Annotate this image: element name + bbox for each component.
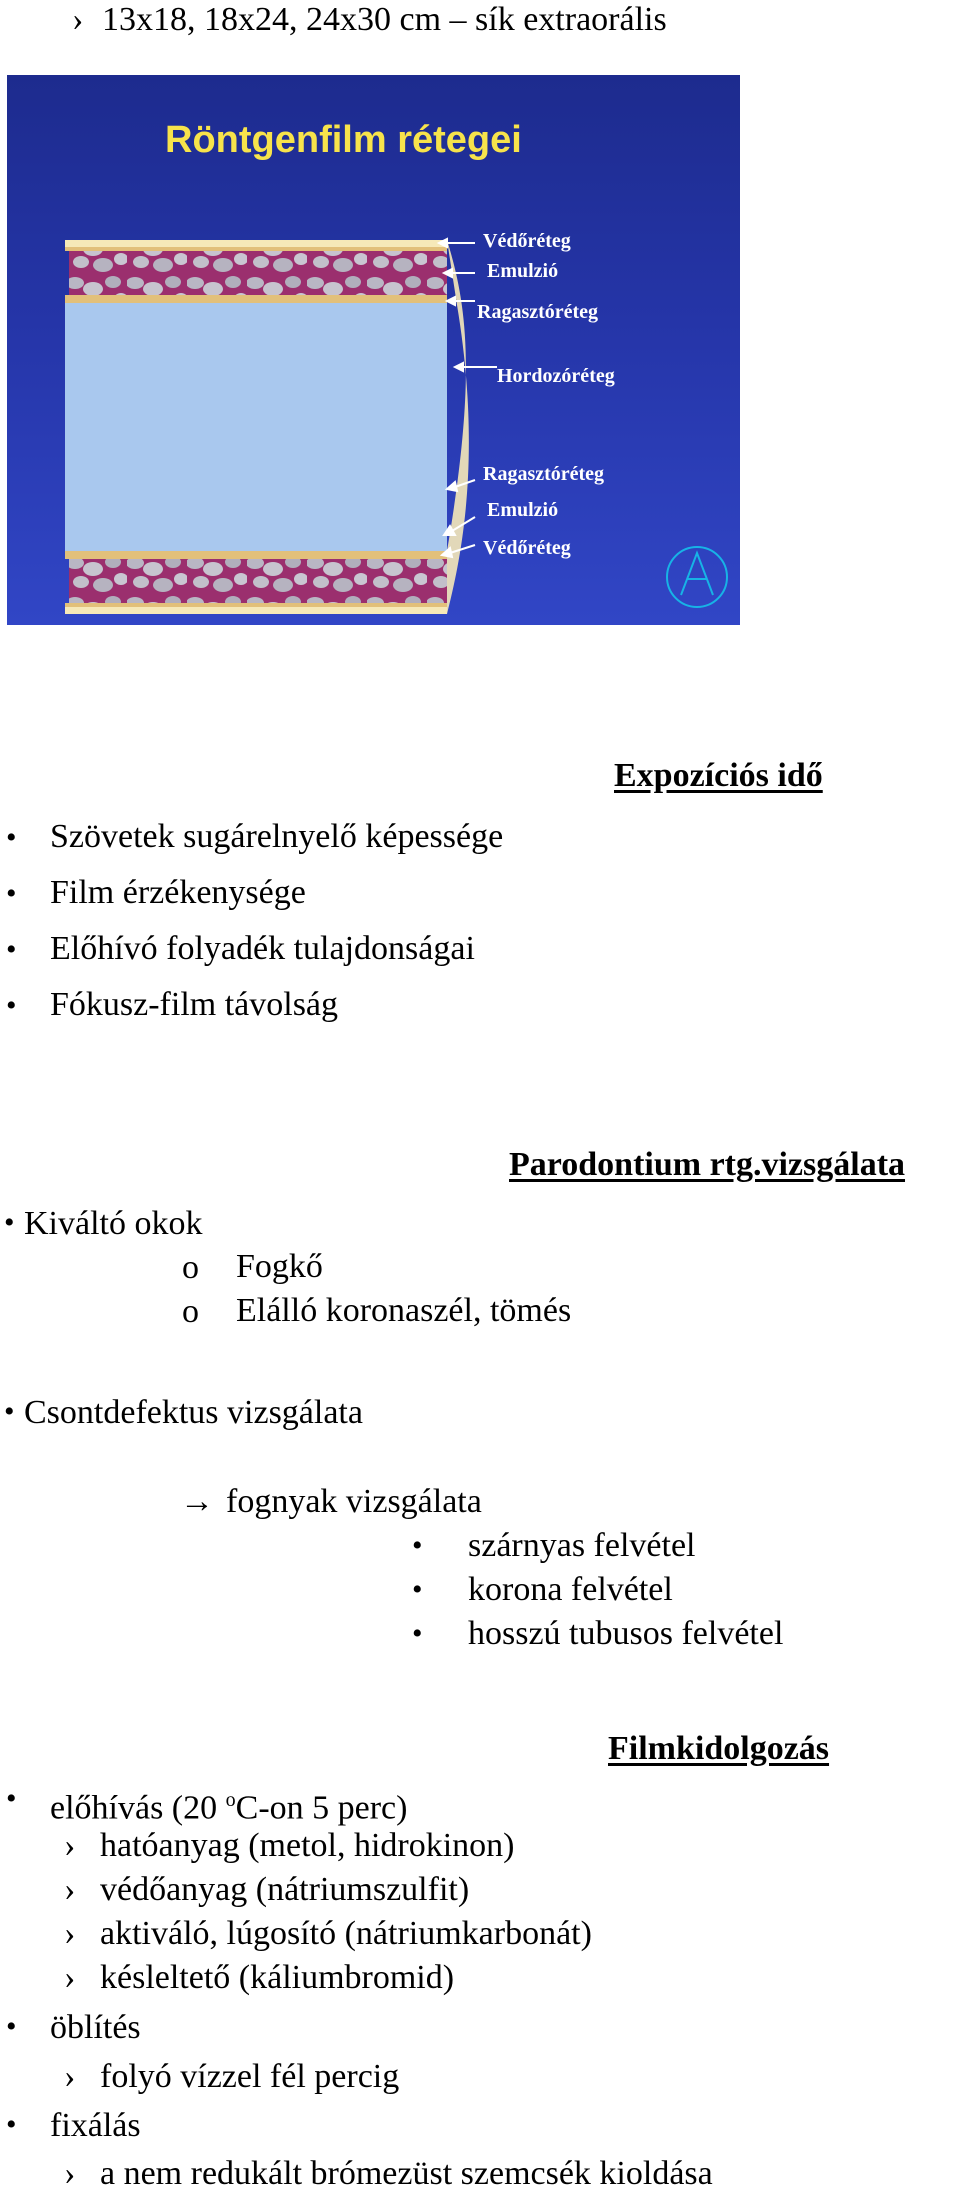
list-item: hatóanyag (metol, hidrokinon) bbox=[100, 1827, 515, 1864]
bullet-marker: • bbox=[4, 1395, 15, 1428]
bullet-marker: • bbox=[6, 989, 17, 1022]
bone-defect-title: Csontdefektus vizsgálata bbox=[24, 1394, 363, 1431]
sub-marker: › bbox=[64, 1827, 76, 1864]
bullet-marker: • bbox=[6, 2108, 17, 2141]
section-heading-exposure-time: Expozíciós idő bbox=[614, 757, 823, 794]
label-top-emulsion: Emulzió bbox=[487, 260, 559, 282]
label-top-protective-layer: Védőréteg bbox=[483, 230, 571, 252]
list-item: a nem redukált brómezüst szemcsék kioldása bbox=[100, 2155, 713, 2192]
label-bottom-emulsion: Emulzió bbox=[487, 499, 559, 521]
list-item: korona felvétel bbox=[468, 1571, 673, 1608]
sub-marker: › bbox=[64, 1959, 76, 1996]
causes-title: Kiváltó okok bbox=[24, 1205, 203, 1242]
developing-item: előhívás (20 $^o$C-on 5 perc) bbox=[50, 1789, 408, 1827]
bullet-marker: • bbox=[6, 877, 17, 910]
arrow-right-icon: → bbox=[180, 1483, 214, 1520]
bullet-marker: › bbox=[72, 1, 84, 38]
sub-marker: › bbox=[64, 2058, 76, 2095]
neck-examination-text: fognyak vizsgálata bbox=[226, 1483, 482, 1520]
list-item: Elálló koronaszél, tömés bbox=[236, 1292, 572, 1329]
list-item: hosszú tubusos felvétel bbox=[468, 1615, 784, 1652]
list-item: Film érzékenysége bbox=[50, 874, 306, 911]
list-item: Fókusz-film távolság bbox=[50, 986, 339, 1023]
bullet-marker: • bbox=[6, 933, 17, 966]
label-top-adhesive-layer: Ragasztóréteg bbox=[477, 301, 599, 323]
list-item: folyó vízzel fél percig bbox=[100, 2058, 400, 2095]
list-item: aktiváló, lúgosító (nátriumkarbonát) bbox=[100, 1915, 592, 1952]
list-item: Előhívó folyadék tulajdonságai bbox=[50, 930, 475, 967]
list-item: védőanyag (nátriumszulfit) bbox=[100, 1871, 470, 1908]
list-item: Szövetek sugárelnyelő képessége bbox=[50, 818, 504, 855]
label-bottom-adhesive-layer: Ragasztóréteg bbox=[483, 463, 605, 485]
sub-marker: › bbox=[64, 2155, 76, 2192]
bullet-marker: • bbox=[412, 1529, 423, 1562]
bullet-marker: • bbox=[6, 1782, 17, 1815]
sub-marker: › bbox=[64, 1871, 76, 1908]
bullet-marker: • bbox=[412, 1617, 423, 1650]
bullet-marker: • bbox=[6, 821, 17, 854]
rinsing-item: öblítés bbox=[50, 2009, 141, 2046]
list-item: szárnyas felvétel bbox=[468, 1527, 696, 1564]
film-layers-slide bbox=[7, 75, 740, 625]
list-item: Fogkő bbox=[236, 1248, 323, 1285]
label-bottom-protective-layer: Védőréteg bbox=[483, 537, 571, 559]
logo-icon bbox=[667, 547, 727, 607]
bullet-marker: • bbox=[4, 1206, 15, 1239]
sub-marker: o bbox=[182, 1249, 199, 1286]
sub-marker: › bbox=[64, 1915, 76, 1952]
bullet-marker: • bbox=[412, 1573, 423, 1606]
section-heading-film-processing: Filmkidolgozás bbox=[608, 1730, 830, 1767]
sub-marker: o bbox=[182, 1293, 199, 1330]
section-heading-parodontium: Parodontium rtg.vizsgálata bbox=[509, 1146, 906, 1183]
fixing-item: fixálás bbox=[50, 2107, 141, 2144]
list-item: késleltető (káliumbromid) bbox=[100, 1959, 455, 1996]
film-sizes-text: 13x18, 18x24, 24x30 cm – sík extraorális bbox=[102, 1, 667, 38]
bullet-marker: • bbox=[6, 2010, 17, 2043]
label-base-layer: Hordozóréteg bbox=[497, 365, 615, 387]
slide-title: Röntgenfilm rétegei bbox=[165, 119, 522, 161]
